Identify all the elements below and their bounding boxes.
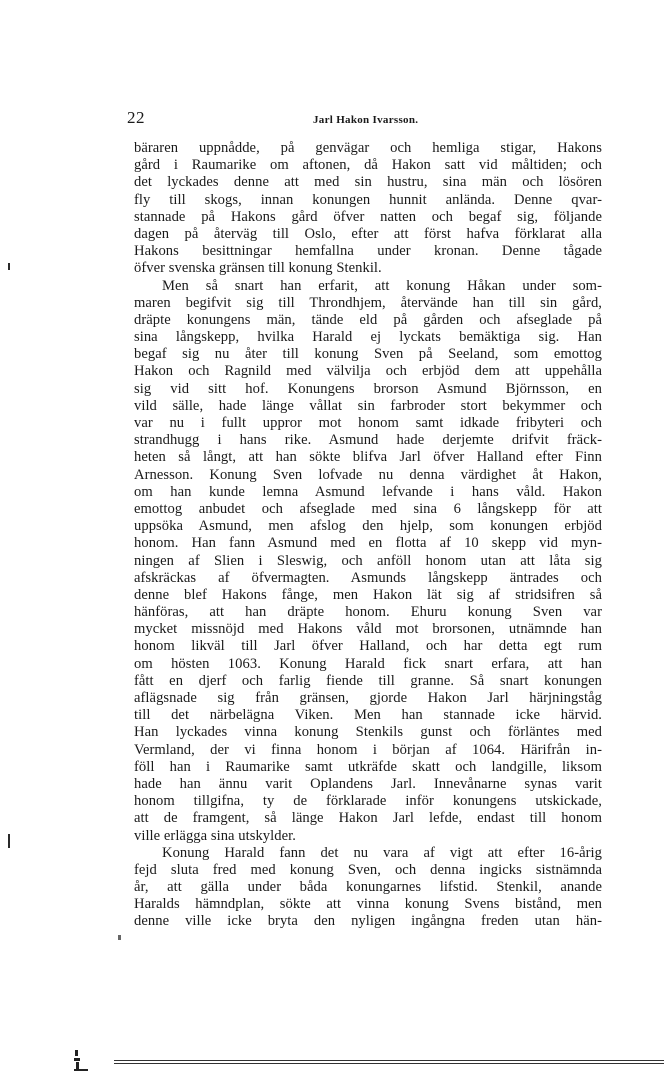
text-line: år, att gälla under båda konungarnes lifstid. Stenkil, anande <box>134 879 602 896</box>
text-line: strandhugg i hans rike. Asmund hade derjemte drifvit fräck- <box>134 432 602 449</box>
text-line: hänföras, att han dräpte honom. Ehuru konung Sven var <box>134 604 602 621</box>
running-head: Jarl Hakon Ivarsson. <box>313 114 419 126</box>
text-line: sina långskepp, hvilka Harald ej lyckats bemäktiga sig. Han <box>134 329 602 346</box>
text-line: emottog anbudet och afseglade med sina 6 långskepp för att <box>134 500 602 517</box>
text-line: gård i Raumarike om aftonen, då Hakon satt vid måltiden; och <box>134 157 602 174</box>
text-line: mycket missnöjd med Hakons våld mot brorsonen, utnämnde han <box>134 621 602 638</box>
margin-mark <box>8 263 10 270</box>
text-line: Han lyckades vinna konung Stenkils gunst och förläntes med <box>134 724 602 741</box>
text-line: fått en djerf och farlig fiende till granne. Så snart konungen <box>134 672 602 689</box>
text-line: Hakons besittningar hemfallna under kronan. Denne tågade <box>134 243 602 260</box>
text-line: Men så snart han erfarit, att konung Håkan under som- <box>162 277 602 294</box>
text-line: afskräckas af öfvermagten. Asmunds långskepp äntrades och <box>134 569 602 586</box>
text-line: Haralds hämndplan, sökte att vinna konung Svens bistånd, men <box>134 896 602 913</box>
text-line: öfver svenska gränsen till konung Stenkil. <box>134 260 382 277</box>
text-line: denne blef Hakons fånge, men Hakon lät sig af stridsifren så <box>134 586 602 603</box>
ink-speck <box>118 935 121 940</box>
text-line: uppsöka Asmund, men afslog den hjelp, som konungen erbjöd <box>134 518 602 535</box>
text-line: Hakon och Ragnild med välvilja och erbjöd dem att uppehålla <box>134 363 602 380</box>
body-text <box>134 140 602 931</box>
bottom-rule <box>114 1060 664 1061</box>
bottom-rule <box>114 1063 664 1064</box>
text-line: föll han i Raumarike samt utkräfde skatt och landgille, liksom <box>134 758 602 775</box>
text-line: dräpte konungens män, tände eld på gården och afseglade på <box>134 311 602 328</box>
page-bottom-edge <box>74 1050 664 1072</box>
text-line: honom likväl till Jarl öfver Halland, och har detta egt rum <box>134 638 602 655</box>
text-line: ville erlägga sina utskylder. <box>134 827 296 844</box>
margin-mark <box>8 834 10 848</box>
text-line: det lyckades denne att med sin hustru, sina män och lösören <box>134 174 602 191</box>
text-line: vild sälle, hade länge vållat sin farbroder stort bekymmer och <box>134 397 602 414</box>
text-line: fejd sluta fred med konung Sven, och denna ingicks sistnämnda <box>134 861 602 878</box>
text-line: Vermland, der vi finna honom i början af 1064. Härifrån in- <box>134 741 602 758</box>
page-number: 22 <box>127 108 145 127</box>
page-header <box>127 108 607 130</box>
text-line: honom tillgifna, ty de förklarade inför konungens utskickade, <box>134 793 602 810</box>
text-line: fly till skogs, innan konungen hunnit anlända. Denne qvar- <box>134 191 602 208</box>
text-line: till det närbelägna Viken. Men han stannade icke härvid. <box>134 707 602 724</box>
text-line: sig vid sitt hof. Konungens brorson Asmund Björnsson, en <box>134 380 602 397</box>
text-line: om hösten 1063. Konung Harald fick snart erfara, att han <box>134 655 602 672</box>
text-line: Konung Harald fann det nu vara af vigt att efter 16-årig <box>162 844 602 861</box>
text-line: begaf sig nu åter till konung Sven på Seeland, som emottog <box>134 346 602 363</box>
text-line: aflägsnade sig från gränsen, gjorde Hakon Jarl härjningståg <box>134 690 602 706</box>
text-line: maren begifvit sig till Throndhjem, återvände han till sin gård, <box>134 294 602 311</box>
text-line: denne ville icke bryta den nyligen ingångna freden utan hän- <box>134 913 602 930</box>
text-line: honom. Han fann Asmund med en flotta af 10 skepp vid myn- <box>134 535 602 552</box>
text-line: var nu i fullt uppror mot honom samt idkade fribyteri och <box>134 415 602 431</box>
text-line: Arnesson. Konung Sven lofvade nu denna värdighet åt Hakon, <box>134 466 602 483</box>
text-line: heten så långt, att han sökte blifva Jarl öfver Halland efter Finn <box>134 449 602 466</box>
text-line: hade han ännu varit Oplandens Jarl. Innevånarne synas varit <box>134 775 602 792</box>
binding-mark-icon <box>74 1050 88 1072</box>
text-line: om han kunde lemna Asmund lefvande i hans våld. Hakon <box>134 483 602 500</box>
text-line: bäraren uppnådde, på genvägar och hemliga stigar, Hakons <box>134 140 602 156</box>
text-line: stannade på Hakons gård öfver natten och begaf sig, följande <box>134 208 602 225</box>
text-line: dagen på återväg till Oslo, efter att först hafva förklarat alla <box>134 225 602 242</box>
text-line: att de framgent, så länge Hakon Jarl lefde, endast till honom <box>134 810 602 827</box>
text-line: ningen af Slien i Sleswig, och anföll honom utan att låta sig <box>134 552 602 569</box>
